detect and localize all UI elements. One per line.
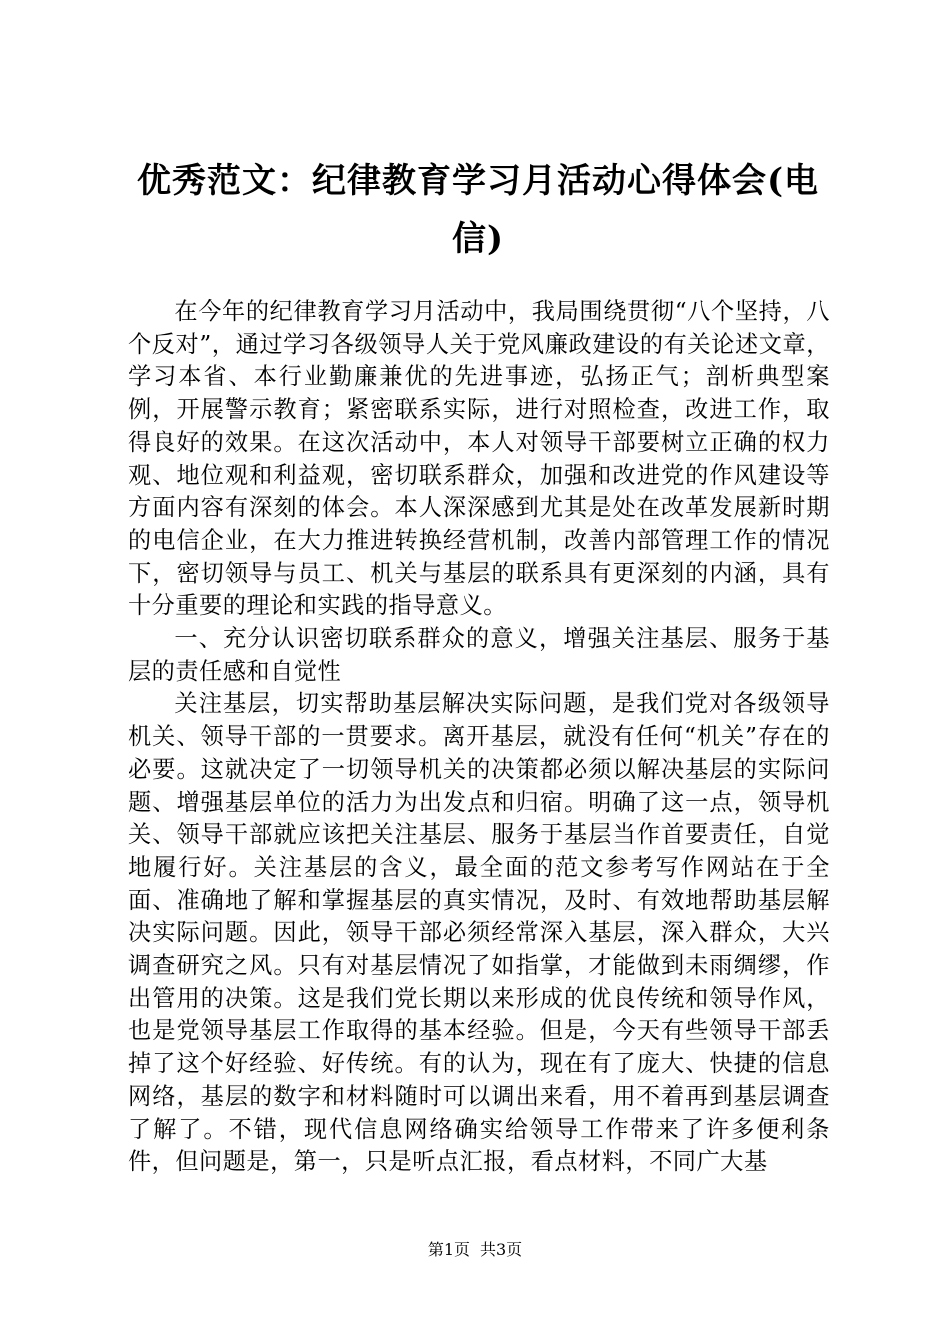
page-count: 共3页: [480, 1240, 523, 1259]
paragraph-section-1: 关注基层，切实帮助基层解决实际问题，是我们党对各级领导机关、领导干部的一贯要求。离开基层，就没有任何“机关”存在的必要。这就决定了一切领导机关的决策都必须以解决基层的实际问题、增强基层单位的活力为出发点和归宿。明确了这一点，领导机关、领导干部就应该把关注基层、服务于基层当作首要责任，自觉地履行好。关注基层的含义，最全面的范文参考写作网站在于全面、准确地了解和掌握基层的真实情况，及时、有效地帮助基层解决实际问题。因此，领导干部必须经常深入基层，深入群众，大兴调查研究之风。只有对基层情况了如指掌，才能做到未雨绸缪，作出管用的决策。这是我们党长期以来形成的优良传统和领导作风，也是党领导基层工作取得的基本经验。但是，今天有些领导干部丢掉了这个好经验、好传统。有的认为，现在有了庞大、快捷的信息网络，基层的数字和材料随时可以调出来看，用不着再到基层调查了解了。不错，现代信息网络确实给领导工作带来了许多便利条件，但问题是，第一，只是听点汇报，看点材料，不同广大基: [128, 690, 830, 1176]
section-heading-1: 一、充分认识密切联系群众的意义，增强关注基层、服务于基层的责任感和自觉性: [128, 625, 830, 685]
page-footer: [0, 1240, 950, 1260]
page-number: 第1页: [427, 1240, 470, 1259]
document-body: [128, 296, 830, 1179]
paragraph-intro: 在今年的纪律教育学习月活动中，我局围绕贯彻“八个坚持，八个反对”，通过学习各级领导人关于党风廉政建设的有关论述文章，学习本省、本行业勤廉兼优的先进事迹，弘扬正气；剖析典型案例，开展警示教育；紧密联系实际，进行对照检查，改进工作，取得良好的效果。在这次活动中，本人对领导干部要树立正确的权力观、地位观和利益观，密切联系群众，加强和改进党的作风建设等方面内容有深刻的体会。本人深深感到尤其是处在改革发展新时期的电信企业，在大力推进转换经营机制，改善内部管理工作的情况下，密切领导与员工、机关与基层的联系具有更深刻的内涵，具有十分重要的理论和实践的指导意义。: [128, 298, 830, 620]
document-title: 优秀范文：纪律教育学习月活动心得体会(电信): [136, 161, 820, 259]
